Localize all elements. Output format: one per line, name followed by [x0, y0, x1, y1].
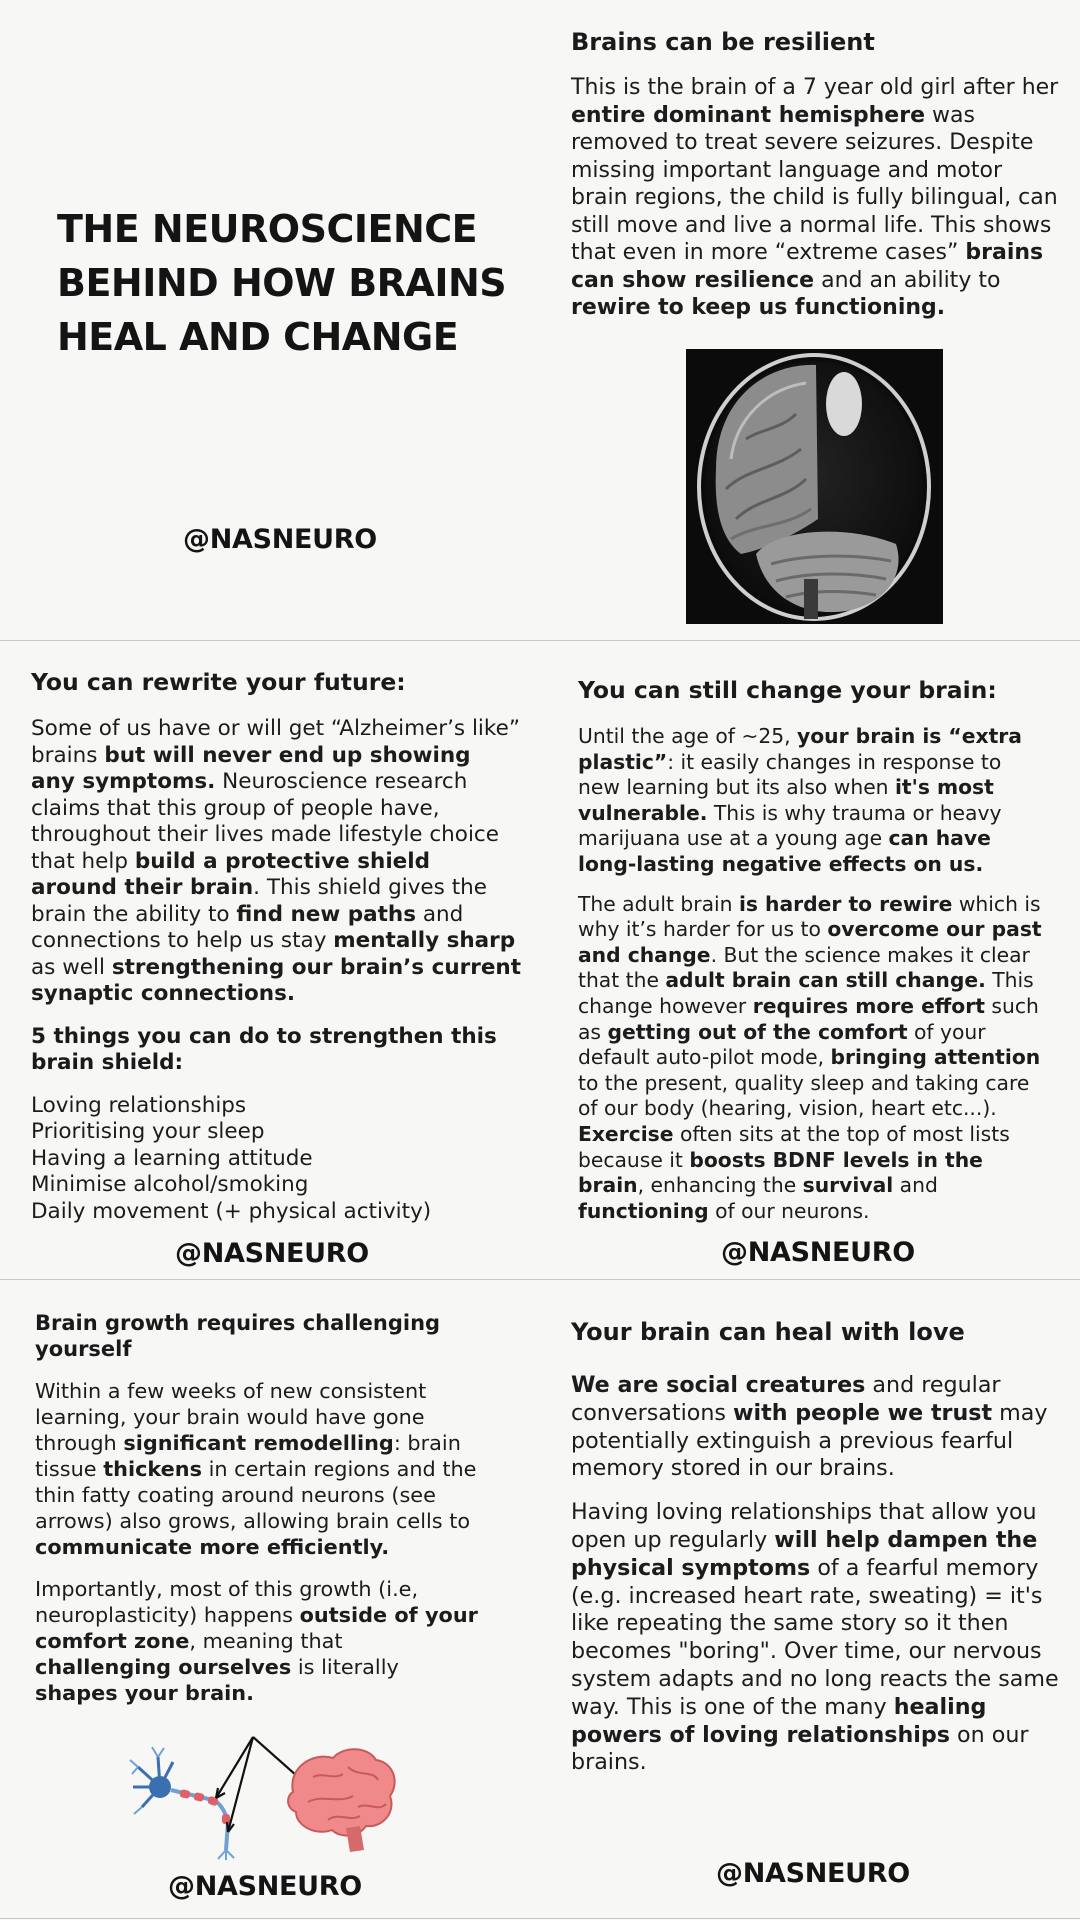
bold-text: your brain is “extra plastic”: [578, 724, 1022, 774]
bold-text: functioning: [578, 1198, 709, 1223]
divider-3: [0, 1918, 1080, 1919]
cover-title-line-3: HEAL AND CHANGE: [57, 315, 459, 359]
bold-text: can have long-lasting negative effects on us.: [578, 826, 991, 876]
love-para-2: [571, 1499, 1061, 1777]
bold-text: Exercise: [578, 1121, 674, 1146]
bold-text: communicate more efficiently.: [35, 1535, 390, 1559]
cover-handle: @NASNEURO: [183, 524, 377, 555]
divider-2: [0, 1279, 1080, 1280]
love-heading: Your brain can heal with love: [571, 1318, 965, 1346]
text: Having loving relationships that allow you open up regularly: [571, 1499, 1037, 1553]
text: This is why trauma or heavy marijuana use at a young age: [578, 800, 1002, 851]
text: which is why it’s harder for us to: [578, 891, 1041, 942]
text: Neuroscience research claims that this group of people have, throughout their lives made lifestyle choice that help: [31, 769, 499, 874]
change-handle: @NASNEURO: [721, 1237, 915, 1268]
rewrite-panel: [31, 668, 521, 1225]
text: : it easily changes in response to new learning but its also when: [578, 749, 1002, 800]
text: may potentially extinguish a previous fearful memory stored in our brains.: [571, 1399, 1048, 1482]
bold-text: boosts BDNF levels in the brain: [578, 1147, 983, 1198]
bold-text: will help dampen the physical symptoms: [571, 1526, 1038, 1581]
bold-text: survival: [802, 1173, 894, 1198]
rewrite-handle: @NASNEURO: [175, 1238, 369, 1269]
text: such as: [578, 993, 1039, 1044]
change-para-1: [578, 724, 1048, 878]
change-panel: [578, 676, 1048, 1236]
bold-text: with people we trust: [733, 1399, 993, 1426]
text: Importantly, most of this growth (i.e, neuroplasticity) happens: [35, 1577, 419, 1627]
text: of your default auto-pilot mode,: [578, 1019, 986, 1070]
growth-para-1: [35, 1378, 485, 1560]
list-item: Having a learning attitude: [31, 1145, 313, 1171]
text: and regular conversations: [571, 1372, 1001, 1426]
bold-text: significant remodelling: [123, 1431, 394, 1455]
text: . But the science makes it clear that the: [578, 942, 1030, 993]
text: as well: [31, 954, 112, 980]
bold-text: entire dominant hemisphere: [571, 102, 925, 128]
bold-text: but will never end up showing any symptoms.: [31, 742, 471, 794]
bold-text: healing powers of loving relationships: [571, 1693, 987, 1748]
brain-icon: [288, 1749, 395, 1852]
bold-text: We are social creatures: [571, 1372, 866, 1398]
neuron-brain-illustration: [128, 1732, 398, 1862]
growth-handle: @NASNEURO: [168, 1871, 362, 1902]
bold-text: outside of your comfort zone: [35, 1603, 478, 1653]
bold-text: build a protective shield around their brain: [31, 848, 431, 900]
bold-text: shapes your brain.: [35, 1681, 254, 1705]
text: often sits at the top of most lists because it: [578, 1121, 1010, 1172]
growth-panel: [35, 1310, 485, 1718]
bold-text: bringing attention: [830, 1045, 1041, 1070]
text: was removed to treat severe seizures. Despite missing important language and motor brain regions, the child is fully bilingual, can still move and live a normal life. This shows that even in more “extreme cases”: [571, 102, 1058, 265]
text: in certain regions and the thin fatty coating around neurons (see arrows) also grows, allowing brain cells to: [35, 1457, 477, 1533]
bold-text: brains can show resilience: [571, 240, 1044, 293]
text: The adult brain: [578, 891, 739, 916]
change-heading: You can still change your brain:: [578, 676, 997, 704]
text: to the present, quality sleep and taking care of our body (hearing, vision, heart etc...).: [578, 1070, 1030, 1121]
text: , enhancing the: [637, 1173, 803, 1198]
text: Within a few weeks of new consistent learning, your brain would have gone through: [35, 1379, 427, 1455]
cover-title-line-1: THE NEUROSCIENCE: [57, 207, 478, 251]
divider-1: [0, 640, 1080, 641]
text: , meaning that: [189, 1629, 343, 1653]
bold-text: mentally sharp: [333, 928, 516, 953]
text: This change however: [578, 968, 1034, 1018]
bold-text: challenging ourselves: [35, 1655, 292, 1679]
growth-para-2: [35, 1576, 485, 1706]
text: of a fearful memory (e.g. increased heart rate, sweating) = it's like repeating the same story so it then becomes "boring". Over time, our nervous system adapts and no long reacts the same way. This is one of the many: [571, 1554, 1059, 1720]
bold-text: overcome our past and change: [578, 917, 1042, 967]
rewrite-heading: You can rewrite your future:: [31, 668, 406, 696]
resilient-panel: [571, 28, 1061, 334]
list-item: Minimise alcohol/smoking: [31, 1172, 309, 1197]
resilient-heading: Brains can be resilient: [571, 28, 875, 56]
cover-title: [57, 202, 517, 364]
bold-text: find new paths: [236, 901, 417, 927]
rewrite-body: [31, 716, 521, 1008]
list-item: Prioritising your sleep: [31, 1119, 265, 1144]
bold-text: adult brain can still change.: [665, 968, 986, 993]
text: . This shield gives the brain the ability to: [31, 875, 487, 927]
bold-text: thickens: [103, 1457, 202, 1481]
love-para-1: [571, 1372, 1061, 1483]
bold-text: rewire to keep us functioning.: [571, 295, 946, 320]
bold-text: it's most vulnerable.: [578, 775, 994, 825]
text: and an ability to: [814, 267, 1001, 293]
list-item: Daily movement (+ physical activity): [31, 1198, 432, 1224]
shield-list: [31, 1093, 521, 1226]
bold-text: getting out of the comfort: [607, 1019, 908, 1044]
text: and: [893, 1173, 938, 1198]
text: on our brains.: [571, 1721, 1029, 1776]
cover-title-line-2: BEHIND HOW BRAINS: [57, 261, 507, 305]
bold-text: strengthening our brain’s current synaptic connections.: [31, 954, 522, 1006]
text: of our neurons.: [708, 1198, 870, 1223]
text: and connections to help us stay: [31, 901, 464, 953]
text: Until the age of ~25,: [578, 724, 798, 748]
resilient-body: [571, 74, 1061, 322]
bold-text: requires more effort: [752, 993, 985, 1018]
text: This is the brain of a 7 year old girl after her: [571, 75, 1059, 100]
neuron-icon: [130, 1747, 234, 1860]
text: : brain tissue: [35, 1431, 461, 1481]
love-panel: [571, 1318, 1061, 1789]
growth-heading: Brain growth requires challenging yourself: [35, 1311, 441, 1361]
list-item: Loving relationships: [31, 1092, 247, 1118]
mri-brain-scan-image: [686, 349, 943, 624]
rewrite-subheading: 5 things you can do to strengthen this brain shield:: [31, 1023, 497, 1075]
text: Some of us have or will get “Alzheimer’s like” brains: [31, 716, 520, 768]
text: is literally: [291, 1655, 399, 1679]
bold-text: is harder to rewire: [738, 891, 953, 916]
change-para-2: [578, 892, 1048, 1225]
love-handle: @NASNEURO: [716, 1858, 910, 1889]
